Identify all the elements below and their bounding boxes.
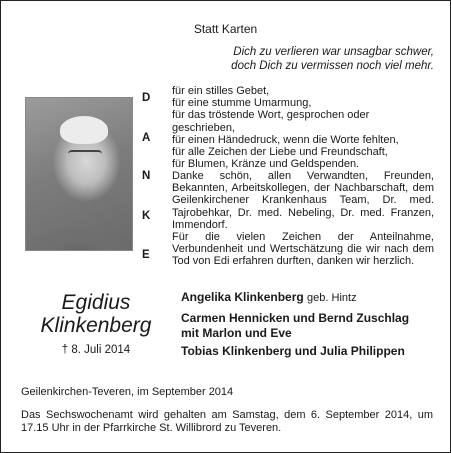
family-name-1: Angelika Klinkenberg xyxy=(181,290,304,304)
quote-line-1: Dich zu verlieren war unsagbar schwer, xyxy=(233,46,434,58)
photo-hair xyxy=(60,116,108,144)
danke-letter-e: E xyxy=(142,249,150,261)
death-date: † 8. Juli 2014 xyxy=(61,344,131,356)
deceased-last-name: Klinkenberg xyxy=(40,314,152,337)
danke-letter-k: K xyxy=(142,210,151,222)
quote xyxy=(231,45,434,73)
danke-letter-d: D xyxy=(142,92,151,104)
family-line-1 xyxy=(181,290,357,304)
danke-letter-a: A xyxy=(142,132,151,144)
gratitude-list xyxy=(172,85,434,170)
family-line-2b: mit Marlon und Eve xyxy=(181,326,292,340)
maiden-name: geb. Hintz xyxy=(307,292,357,304)
header-title: Statt Karten xyxy=(193,22,258,36)
gratitude-line: für das tröstende Wort, gesprochen oder geschrieben, xyxy=(172,109,370,134)
gratitude-line: für alle Zeichen der Liebe und Freundschaft, xyxy=(172,146,388,159)
service-notice: Das Sechswochenamt wird gehalten am Samstag, dem 6. September 2014, um 17.15 Uhr in der Pfarrkirche St. Willibrord zu Teveren. xyxy=(21,409,433,434)
deceased-name xyxy=(21,291,171,337)
danke-letter-n: N xyxy=(142,170,151,182)
portrait-photo xyxy=(25,97,133,251)
family-line-2a: Carmen Hennicken und Bernd Zuschlag xyxy=(181,311,410,325)
place-date: Geilenkirchen-Teveren, im September 2014 xyxy=(21,386,234,398)
deceased-first-name: Egidius xyxy=(61,291,131,314)
gratitude-line: für Blumen, Kränze und Geldspenden. xyxy=(172,158,360,171)
gratitude-line: für ein stilles Gebet, xyxy=(172,85,270,97)
quote-line-2: doch Dich zu vermissen noch viel mehr. xyxy=(231,60,434,72)
family-line-3: Tobias Klinkenberg und Julia Philippen xyxy=(181,344,405,358)
closing-paragraph: Für die vielen Zeichen der Anteilnahme, Verbundenheit und Wertschätzung die wir nach dem Tod von Edi erfahren durften, danken wir herzlich. xyxy=(172,231,434,268)
gratitude-line: für eine stumme Umarmung, xyxy=(172,97,312,110)
thanks-paragraph: Danke schön, allen Verwandten, Freunden, Bekannten, Arbeitskollegen, der Nachbarschaft, dem Geilenkirchener Krankenhaus Team, Dr. med. Tajrobehkar, Dr. med. Nebeling, Dr. med. Franzen, Immendorf. xyxy=(172,170,434,231)
photo-glasses xyxy=(68,150,102,159)
gratitude-line: für einen Händedruck, wenn die Worte fehlten, xyxy=(172,133,399,146)
